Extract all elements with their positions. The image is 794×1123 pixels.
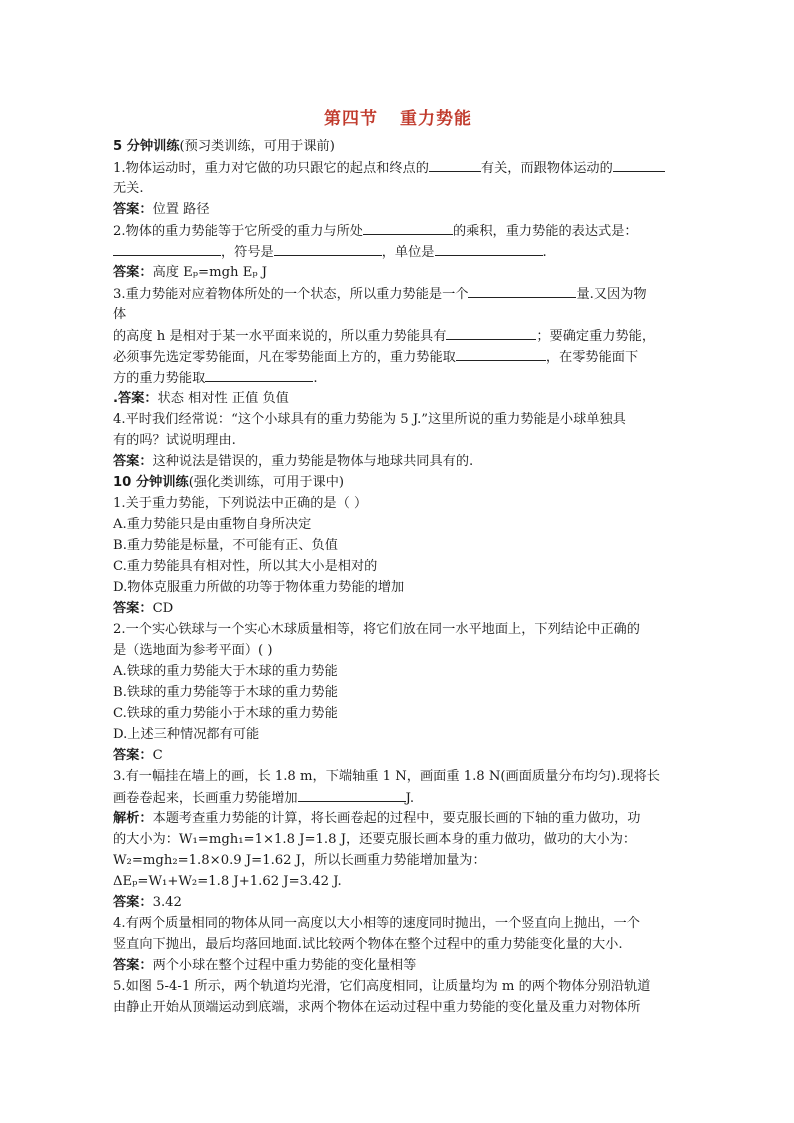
answer-label: 答案： — [113, 202, 153, 217]
p1-option-a — [113, 514, 683, 535]
p2-answer — [113, 745, 683, 766]
q2-line2 — [113, 241, 683, 262]
question-text: 有关，而跟物体运动的 — [480, 161, 613, 176]
answer-text: CD — [152, 601, 174, 616]
answer-blank — [205, 367, 313, 382]
answer-blank — [435, 241, 543, 256]
q2-line1 — [113, 220, 683, 241]
q4-line1 — [113, 409, 683, 430]
question-text: . — [542, 245, 547, 260]
p5-line2 — [113, 997, 683, 1018]
question-text: 画卷卷起来，长画重力势能增加 — [113, 791, 298, 806]
question-text: J. — [405, 791, 415, 806]
q3-line2 — [113, 304, 683, 325]
answer-blank — [363, 220, 453, 235]
p2-option-b — [113, 682, 683, 703]
option-text: D.物体克服重力所做的功等于物体重力势能的增加 — [113, 580, 405, 595]
explanation-text: 本题考查重力势能的计算，将长画卷起的过程中，要克服长画的下轴的重力做功，功 — [152, 811, 641, 826]
section-label: 5 分钟训练 — [113, 139, 180, 154]
question-text: 2.物体的重力势能等于它所受的重力与所处 — [113, 224, 363, 239]
question-text: ，在零势能面下 — [545, 350, 639, 365]
p3-explain2 — [113, 829, 683, 850]
section-note: (强化类训练，可用于课中) — [188, 475, 345, 490]
answer-text: 高度 Eₚ=mgh Eₚ J — [152, 265, 268, 280]
question-text: 1.物体运动时，重力对它做的功只跟它的起点和终点的 — [113, 161, 429, 176]
answer-label: 答案： — [113, 454, 153, 469]
question-text: 3.重力势能对应着物体所处的一个状态，所以重力势能是一个 — [113, 287, 469, 302]
answer-label: 答案： — [113, 895, 153, 910]
p2-option-a — [113, 661, 683, 682]
answer-text: 这种说法是错误的，重力势能是物体与地球共同具有的. — [152, 454, 474, 469]
p4-answer — [113, 955, 683, 976]
question-text: ；要确定重力势能， — [536, 329, 656, 344]
section-note: (预习类训练，可用于课前) — [179, 139, 335, 154]
p3-answer — [113, 892, 683, 913]
p1-option-c — [113, 556, 683, 577]
content-lines — [113, 136, 683, 1018]
q1-line1 — [113, 157, 683, 178]
title-topic: 重力势能 — [400, 109, 472, 129]
answer-blank — [298, 787, 406, 802]
explanation-text: ΔEₚ=W₁+W₂=1.8 J+1.62 J=3.42 J. — [113, 874, 342, 889]
q1-answer — [113, 199, 683, 220]
answer-label: 答案： — [113, 601, 153, 616]
explanation-text: W₂=mgh₂=1.8×0.9 J=1.62 J，所以长画重力势能增加量为： — [113, 853, 486, 868]
option-text: A.重力势能只是由重物自身所决定 — [113, 517, 312, 532]
answer-label: .答案： — [113, 391, 158, 406]
p1-option-d — [113, 577, 683, 598]
answer-blank — [446, 325, 536, 340]
answer-blank — [274, 241, 382, 256]
page-title — [113, 104, 683, 129]
answer-text: 3.42 — [152, 895, 182, 910]
p3-line1 — [113, 766, 683, 787]
question-text: 是（选地面为参考平面）( ) — [113, 643, 273, 658]
p2-line2 — [113, 640, 683, 661]
question-text: 体 — [113, 307, 127, 322]
option-text: B.铁球的重力势能等于木球的重力势能 — [113, 685, 338, 700]
p2-option-d — [113, 724, 683, 745]
question-text: 4.平时我们经常说：“这个小球具有的重力势能为 5 J.”这里所说的重力势能是小球单独具 — [113, 412, 626, 427]
q3-line4 — [113, 346, 683, 367]
question-text: 1.关于重力势能，下列说法中正确的是（ ） — [113, 496, 368, 511]
question-text: 必须事先选定零势能面，凡在零势能面上方的，重力势能取 — [113, 350, 456, 365]
answer-text: 位置 路径 — [152, 202, 210, 217]
q3-answer — [113, 388, 683, 409]
answer-blank — [456, 346, 546, 361]
p2-line1 — [113, 619, 683, 640]
section2-heading — [113, 472, 683, 493]
answer-text: 两个小球在整个过程中重力势能的变化量相等 — [152, 958, 417, 973]
question-text: 的乘积，重力势能的表达式是： — [452, 224, 638, 239]
question-text: 量.又因为物 — [576, 287, 647, 302]
explanation-label: 解析： — [113, 811, 153, 826]
question-text: ，符号是 — [221, 245, 274, 260]
section1-heading — [113, 136, 683, 157]
question-text: 方的重力势能取 — [113, 371, 206, 386]
q4-line2 — [113, 430, 683, 451]
answer-text: C — [152, 748, 163, 763]
answer-label: 答案： — [113, 748, 153, 763]
answer-blank — [429, 157, 481, 172]
option-text: C.重力势能具有相对性，所以其大小是相对的 — [113, 559, 378, 574]
p2-option-c — [113, 703, 683, 724]
question-text: 5.如图 5-4-1 所示，两个轨道均光滑，它们高度相同，让质量均为 m 的两个物体分别沿轨道 — [113, 979, 651, 994]
q3-line1 — [113, 283, 683, 304]
question-text: 有的吗？试说明理由. — [113, 433, 236, 448]
question-text: 由静止开始从顶端运动到底端，求两个物体在运动过程中重力势能的变化量及重力对物体所 — [113, 1000, 641, 1015]
p5-line1 — [113, 976, 683, 997]
p1-question — [113, 493, 683, 514]
question-text: 竖直向下抛出，最后均落回地面.试比较两个物体在整个过程中的重力势能变化量的大小. — [113, 937, 623, 952]
option-text: B.重力势能是标量，不可能有正、负值 — [113, 538, 338, 553]
question-text: 4.有两个质量相同的物体从同一高度以大小相等的速度同时抛出，一个竖直向上抛出，一个 — [113, 916, 640, 931]
question-text: 3.有一幅挂在墙上的画，长 1.8 m，下端轴重 1 N，画面重 1.8 N(画面质量分布均匀).现将长 — [113, 769, 660, 784]
p1-option-b — [113, 535, 683, 556]
title-section: 第四节 — [324, 109, 378, 129]
answer-blank — [613, 157, 665, 172]
question-text: 的高度 h 是相对于某一水平面来说的，所以重力势能具有 — [113, 329, 447, 344]
p4-line2 — [113, 934, 683, 955]
p1-answer — [113, 598, 683, 619]
option-text: C.铁球的重力势能小于木球的重力势能 — [113, 706, 338, 721]
p3-line2 — [113, 787, 683, 808]
p3-explain1 — [113, 808, 683, 829]
section-label: 10 分钟训练 — [113, 475, 189, 490]
q3-line3 — [113, 325, 683, 346]
question-text: 无关. — [113, 181, 144, 196]
q4-answer — [113, 451, 683, 472]
q2-answer — [113, 262, 683, 283]
p3-explain4 — [113, 871, 683, 892]
option-text: A.铁球的重力势能大于木球的重力势能 — [113, 664, 338, 679]
answer-text: 状态 相对性 正值 负值 — [157, 391, 289, 406]
q3-line5 — [113, 367, 683, 388]
p4-line1 — [113, 913, 683, 934]
q1-line2 — [113, 178, 683, 199]
option-text: D.上述三种情况都有可能 — [113, 727, 260, 742]
question-text: 2.一个实心铁球与一个实心木球质量相等，将它们放在同一水平地面上，下列结论中正确的 — [113, 622, 640, 637]
answer-label: 答案： — [113, 265, 153, 280]
answer-label: 答案： — [113, 958, 153, 973]
p3-explain3 — [113, 850, 683, 871]
question-text: . — [313, 371, 318, 386]
question-text: ，单位是 — [381, 245, 435, 260]
explanation-text: 的大小为：W₁=mgh₁=1×1.8 J=1.8 J，还要克服长画本身的重力做功，做功的大小为： — [113, 832, 637, 847]
answer-blank — [468, 283, 576, 298]
answer-blank — [113, 241, 221, 256]
